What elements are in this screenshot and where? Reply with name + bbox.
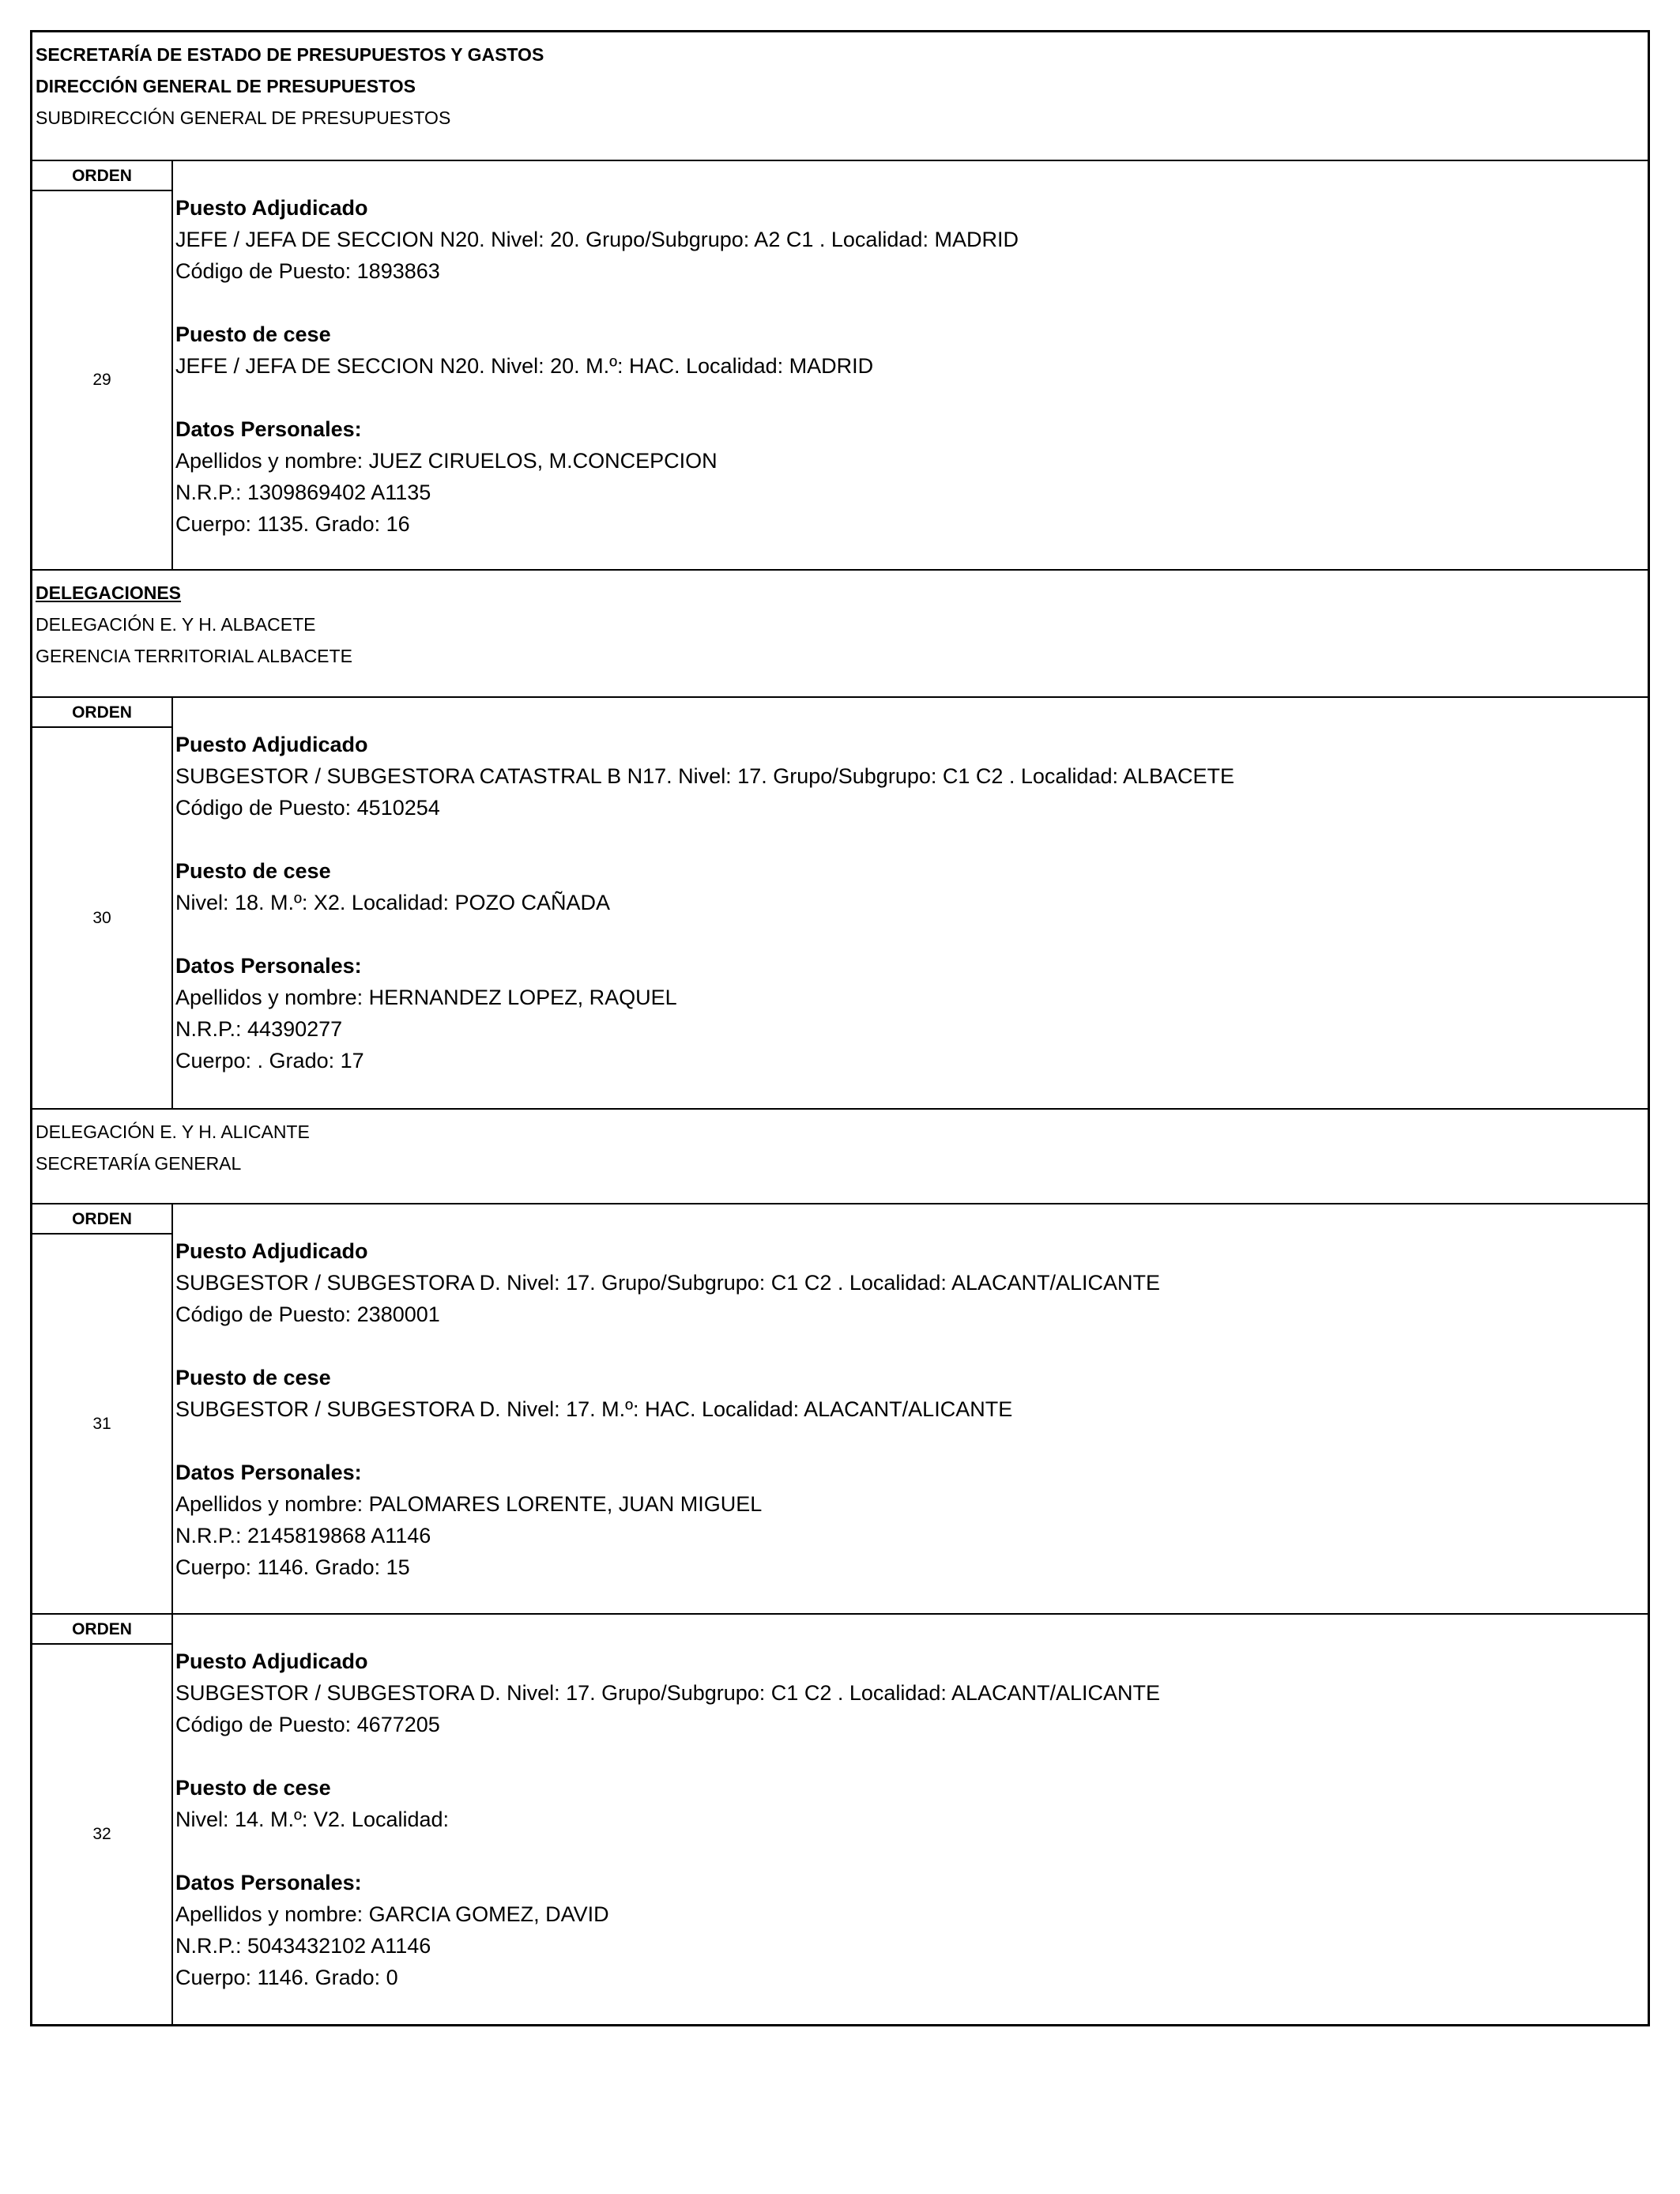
section-delegaciones [32, 571, 1648, 698]
nrp: N.R.P.: 5043432102 A1146 [175, 1934, 431, 1958]
orden-cell [32, 1615, 173, 2024]
nrp: N.R.P.: 1309869402 A1135 [175, 481, 431, 504]
entry-content [173, 1615, 1648, 2024]
datos-personales-title: Datos Personales: [175, 1461, 362, 1484]
header-subdireccion: SUBDIRECCIÓN GENERAL DE PRESUPUESTOS [36, 107, 451, 128]
codigo-puesto: Código de Puesto: 1893863 [175, 259, 440, 283]
cuerpo-grado: Cuerpo: 1146. Grado: 15 [175, 1555, 410, 1579]
codigo-puesto: Código de Puesto: 4677205 [175, 1713, 440, 1736]
orden-cell [32, 1204, 173, 1613]
puesto-cese-title: Puesto de cese [175, 1366, 331, 1389]
puesto-adjudicado-title: Puesto Adjudicado [175, 1649, 368, 1673]
orden-cell [32, 161, 173, 569]
puesto-cese-title: Puesto de cese [175, 322, 331, 346]
puesto-adjudicado-title: Puesto Adjudicado [175, 733, 368, 756]
puesto-cese-desc: Nivel: 14. M.º: V2. Localidad: [175, 1808, 450, 1831]
section-alicante [32, 1110, 1648, 1204]
header-direccion: DIRECCIÓN GENERAL DE PRESUPUESTOS [36, 76, 416, 96]
orden-label: ORDEN [32, 161, 171, 191]
nrp: N.R.P.: 2145819868 A1146 [175, 1524, 431, 1547]
entry-row [32, 161, 1648, 571]
apellidos-nombre: Apellidos y nombre: HERNANDEZ LOPEZ, RAQUEL [175, 986, 677, 1009]
orden-number: 32 [92, 1825, 111, 1843]
delegacion-albacete: DELEGACIÓN E. Y H. ALBACETE [36, 614, 316, 635]
puesto-cese-title: Puesto de cese [175, 859, 331, 883]
puesto-cese-title: Puesto de cese [175, 1776, 331, 1800]
puesto-adjudicado-desc: SUBGESTOR / SUBGESTORA D. Nivel: 17. Grupo/Subgrupo: C1 C2 . Localidad: ALACANT/ALICANTE [175, 1681, 1161, 1705]
entry-row [32, 1615, 1648, 2024]
apellidos-nombre: Apellidos y nombre: GARCIA GOMEZ, DAVID [175, 1902, 609, 1926]
orden-label: ORDEN [32, 1204, 171, 1235]
puesto-cese-desc: JEFE / JEFA DE SECCION N20. Nivel: 20. M.º: HAC. Localidad: MADRID [175, 354, 874, 378]
apellidos-nombre: Apellidos y nombre: JUEZ CIRUELOS, M.CONCEPCION [175, 449, 718, 473]
puesto-cese-desc: Nivel: 18. M.º: X2. Localidad: POZO CAÑADA [175, 891, 611, 914]
datos-personales-title: Datos Personales: [175, 1871, 362, 1894]
cuerpo-grado: Cuerpo: . Grado: 17 [175, 1049, 364, 1072]
document-table [30, 30, 1650, 2026]
puesto-adjudicado-desc: JEFE / JEFA DE SECCION N20. Nivel: 20. Grupo/Subgrupo: A2 C1 . Localidad: MADRID [175, 228, 1019, 251]
entry-content [173, 1204, 1648, 1613]
orden-number: 31 [92, 1414, 111, 1433]
cuerpo-grado: Cuerpo: 1135. Grado: 16 [175, 512, 410, 536]
codigo-puesto: Código de Puesto: 4510254 [175, 796, 440, 820]
delegaciones-title: DELEGACIONES [36, 582, 182, 603]
delegacion-alicante: DELEGACIÓN E. Y H. ALICANTE [36, 1122, 310, 1142]
orden-label: ORDEN [32, 1615, 171, 1645]
entry-row [32, 1204, 1648, 1615]
cuerpo-grado: Cuerpo: 1146. Grado: 0 [175, 1966, 398, 1989]
entry-row [32, 698, 1648, 1110]
gerencia-albacete: GERENCIA TERRITORIAL ALBACETE [36, 646, 352, 666]
apellidos-nombre: Apellidos y nombre: PALOMARES LORENTE, JUAN MIGUEL [175, 1492, 763, 1516]
header-block [32, 32, 1648, 161]
secretaria-general: SECRETARÍA GENERAL [36, 1153, 242, 1174]
datos-personales-title: Datos Personales: [175, 417, 362, 441]
puesto-adjudicado-title: Puesto Adjudicado [175, 1239, 368, 1263]
codigo-puesto: Código de Puesto: 2380001 [175, 1302, 440, 1326]
puesto-adjudicado-desc: SUBGESTOR / SUBGESTORA D. Nivel: 17. Grupo/Subgrupo: C1 C2 . Localidad: ALACANT/ALICANTE [175, 1271, 1161, 1295]
orden-number: 30 [92, 908, 111, 927]
orden-cell [32, 698, 173, 1108]
orden-number: 29 [92, 371, 111, 389]
header-secretaria: SECRETARÍA DE ESTADO DE PRESUPUESTOS Y GASTOS [36, 44, 544, 65]
orden-label: ORDEN [32, 698, 171, 728]
puesto-adjudicado-title: Puesto Adjudicado [175, 196, 368, 220]
puesto-adjudicado-desc: SUBGESTOR / SUBGESTORA CATASTRAL B N17. Nivel: 17. Grupo/Subgrupo: C1 C2 . Localidad: ALBACETE [175, 764, 1235, 788]
datos-personales-title: Datos Personales: [175, 954, 362, 978]
entry-content [173, 161, 1648, 569]
puesto-cese-desc: SUBGESTOR / SUBGESTORA D. Nivel: 17. M.º: HAC. Localidad: ALACANT/ALICANTE [175, 1397, 1013, 1421]
nrp: N.R.P.: 44390277 [175, 1017, 343, 1041]
entry-content [173, 698, 1648, 1108]
